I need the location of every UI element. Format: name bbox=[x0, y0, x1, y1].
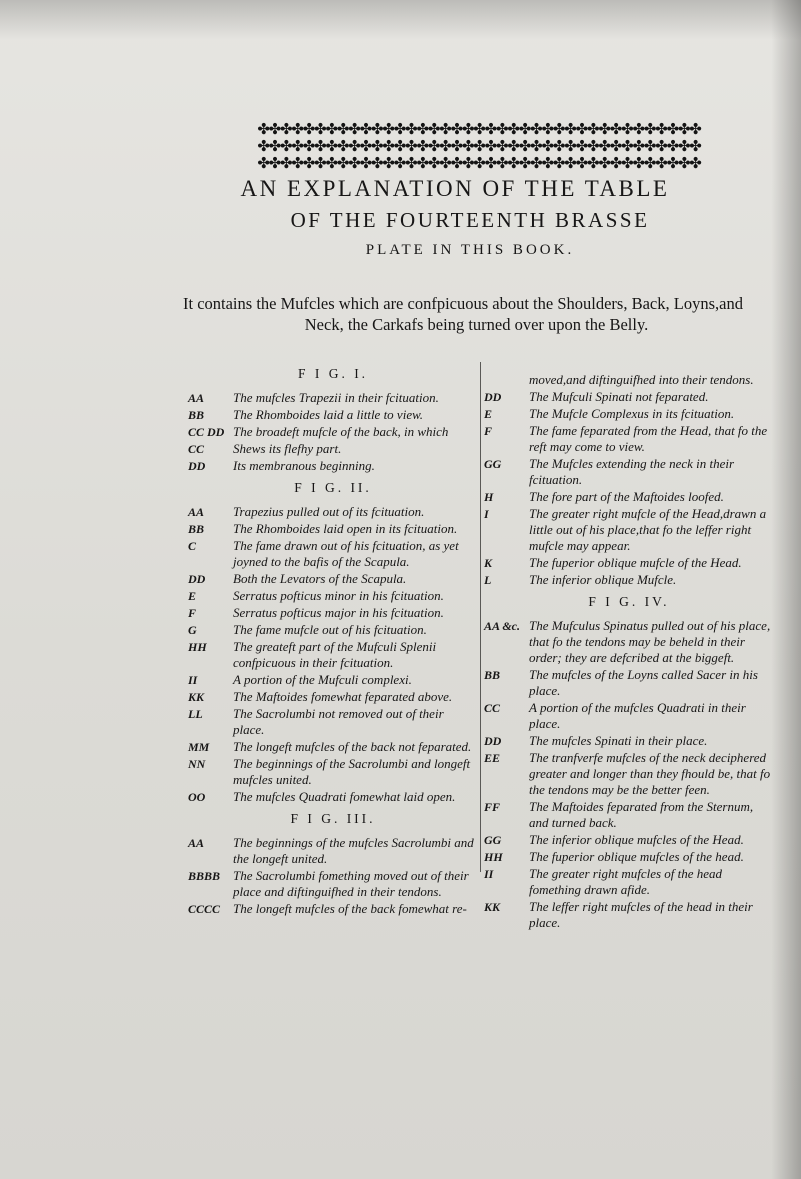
legend-text: The Rhomboides laid open in its fcituation. bbox=[233, 521, 458, 536]
legend-key: CC bbox=[188, 442, 205, 456]
page-title: AN EXPLANATION OF THE TABLE bbox=[240, 176, 670, 201]
figure-heading: F I G. I. bbox=[297, 366, 369, 381]
legend-text: The inferior oblique Mufcle. bbox=[529, 572, 677, 587]
legend-text: The broadeft mufcle of the back, in which bbox=[233, 424, 449, 439]
legend-text: The beginnings of the mufcles Sacrolumbi and the longeft united. bbox=[233, 835, 474, 866]
page-top-shadow bbox=[0, 0, 801, 40]
legend-key: NN bbox=[188, 757, 206, 771]
legend-entry bbox=[484, 372, 774, 388]
legend-text: The fame feparated from the Head, that fo the reft may come to view. bbox=[529, 423, 768, 454]
legend-text: The Mufculi Spinati not feparated. bbox=[529, 389, 709, 404]
legend-entry bbox=[188, 588, 478, 604]
legend-text: The longeft mufcles of the back fomewhat re- bbox=[233, 901, 467, 916]
intro-line: Neck, the Carkafs being turned over upon the Belly. bbox=[304, 315, 649, 334]
legend-text: The inferior oblique mufcles of the Head. bbox=[529, 832, 744, 847]
figure-heading: F I G. II. bbox=[294, 480, 372, 495]
figure-heading: F I G. III. bbox=[290, 811, 376, 826]
legend-key: E bbox=[484, 407, 493, 421]
legend-key: KK bbox=[484, 900, 501, 914]
ornament-row: ✤✤✤✤✤✤✤✤✤✤✤✤✤✤✤✤✤✤✤✤✤✤✤✤✤✤✤✤✤✤✤✤✤✤✤✤✤✤✤ bbox=[257, 154, 701, 172]
legend-entry bbox=[188, 789, 478, 805]
legend-entry bbox=[188, 424, 478, 440]
legend-entry bbox=[188, 458, 478, 474]
legend-text: The fuperior oblique mufcle of the Head. bbox=[529, 555, 742, 570]
legend-key: DD bbox=[188, 459, 206, 473]
legend-key: I bbox=[484, 507, 489, 521]
legend-entry bbox=[188, 835, 478, 867]
legend-text: The leffer right mufcles of the head in their place. bbox=[529, 899, 753, 930]
legend-key: AA bbox=[188, 836, 205, 850]
legend-entry bbox=[188, 901, 478, 917]
legend-key: OO bbox=[188, 790, 206, 804]
legend-text: The beginnings of the Sacrolumbi and longeft mufcles united. bbox=[233, 756, 471, 787]
legend-text: The fuperior oblique mufcles of the head. bbox=[529, 849, 744, 864]
legend-key: DD bbox=[484, 734, 502, 748]
legend-entry bbox=[188, 739, 478, 755]
legend-key: II bbox=[188, 673, 198, 687]
legend-text: The greateft part of the Mufculi Splenii confpicuous in their fcituation. bbox=[233, 639, 437, 670]
legend-entry bbox=[484, 750, 774, 798]
plate-caption: PLATE IN THIS BOOK. bbox=[365, 242, 575, 258]
legend-key: HH bbox=[484, 850, 503, 864]
legend-key: FF bbox=[484, 800, 501, 814]
legend-key: F bbox=[188, 606, 197, 620]
legend-text: A portion of the Mufculi complexi. bbox=[233, 672, 412, 687]
legend-entry bbox=[188, 639, 478, 671]
legend-text: The Mufcles extending the neck in their fcituation. bbox=[529, 456, 735, 487]
legend-entry bbox=[188, 538, 478, 570]
legend-key: MM bbox=[188, 740, 210, 754]
legend-entry bbox=[484, 506, 774, 554]
legend-entry bbox=[484, 667, 774, 699]
legend-entry bbox=[188, 521, 478, 537]
legend-entry bbox=[484, 832, 774, 848]
legend-key: CCCC bbox=[188, 902, 221, 916]
legend-entry bbox=[484, 406, 774, 422]
legend-entry bbox=[188, 672, 478, 688]
legend-text: The Mufcle Complexus in its fcituation. bbox=[529, 406, 735, 421]
legend-entry bbox=[484, 389, 774, 405]
legend-entry bbox=[484, 456, 774, 488]
legend-key: E bbox=[188, 589, 197, 603]
legend-text: A portion of the mufcles Quadrati in their place. bbox=[529, 700, 746, 731]
legend-text: The mufcles Quadrati fomewhat laid open. bbox=[233, 789, 456, 804]
legend-text: The mufcles Trapezii in their fcituation. bbox=[233, 390, 439, 405]
legend-key: II bbox=[484, 867, 494, 881]
legend-entry bbox=[188, 504, 478, 520]
legend-key: BB bbox=[188, 522, 205, 536]
legend-text: The fame mufcle out of his fcituation. bbox=[233, 622, 427, 637]
legend-text: The Rhomboides laid a little to view. bbox=[233, 407, 424, 422]
legend-key: GG bbox=[484, 833, 502, 847]
legend-key: L bbox=[484, 573, 492, 587]
legend-text: The greater right mufcle of the Head,drawn a little out of his place,that fo the leffer right mufcle may appear. bbox=[529, 506, 767, 553]
legend-entry bbox=[188, 689, 478, 705]
legend-key: AA bbox=[188, 391, 205, 405]
legend-text: Both the Levators of the Scapula. bbox=[233, 571, 407, 586]
legend-text: Shews its flefhy part. bbox=[233, 441, 342, 456]
ornament-row: ✤✤✤✤✤✤✤✤✤✤✤✤✤✤✤✤✤✤✤✤✤✤✤✤✤✤✤✤✤✤✤✤✤✤✤✤✤✤✤ bbox=[257, 137, 701, 155]
legend-entry bbox=[484, 489, 774, 505]
decorative-ornament-band bbox=[198, 121, 760, 172]
legend-entry bbox=[484, 899, 774, 931]
left-column bbox=[188, 360, 478, 918]
legend-text: The tranfverfe mufcles of the neck deciphered greater and longer than they fhould be, that fo the tendons may be the better feen. bbox=[529, 750, 771, 797]
legend-key: CC DD bbox=[188, 425, 225, 439]
legend-key: DD bbox=[188, 572, 206, 586]
column-divider bbox=[480, 362, 481, 872]
legend-entry bbox=[484, 555, 774, 571]
legend-text: Its membranous beginning. bbox=[233, 458, 375, 473]
legend-key: AA &c. bbox=[484, 619, 521, 633]
legend-text: The mufcles of the Loyns called Sacer in his place. bbox=[529, 667, 758, 698]
legend-key: DD bbox=[484, 390, 502, 404]
legend-entry bbox=[188, 571, 478, 587]
legend-key: AA bbox=[188, 505, 205, 519]
legend-text: The greater right mufcles of the head fomething drawn afide. bbox=[529, 866, 723, 897]
legend-entry bbox=[484, 849, 774, 865]
intro-line: It contains the Mufcles which are confpicuous about the Shoulders, Back, Loyns,and bbox=[183, 294, 743, 313]
legend-text: moved,and diftinguifhed into their tendons. bbox=[529, 372, 754, 387]
figure-heading: F I G. IV. bbox=[588, 594, 670, 609]
legend-key: H bbox=[484, 490, 494, 504]
legend-key: K bbox=[484, 556, 493, 570]
legend-key: C bbox=[188, 539, 197, 553]
legend-entry bbox=[188, 390, 478, 406]
page-edge-shadow bbox=[771, 0, 801, 1179]
legend-text: The fame drawn out of his fcituation, as yet joyned to the bafis of the Scapula. bbox=[233, 538, 459, 569]
legend-entry bbox=[484, 866, 774, 898]
right-column bbox=[484, 372, 774, 932]
legend-entry bbox=[188, 441, 478, 457]
legend-text: The mufcles Spinati in their place. bbox=[529, 733, 708, 748]
legend-entry bbox=[188, 407, 478, 423]
legend-text: The Mufculus Spinatus pulled out of his place, that fo the tendons may be beheld in their order; they are defcribed at the biggeft. bbox=[529, 618, 771, 665]
legend-text: The Maftoides fomewhat feparated above. bbox=[233, 689, 453, 704]
intro-paragraph bbox=[175, 293, 770, 335]
legend-text: The fore part of the Maftoides loofed. bbox=[529, 489, 724, 504]
legend-text: Serratus pofticus major in his fcituation. bbox=[233, 605, 444, 620]
legend-entry bbox=[188, 605, 478, 621]
legend-text: The Sacrolumbi fomething moved out of their place and diftinguifhed in their tendons. bbox=[233, 868, 469, 899]
legend-text: The Sacrolumbi not removed out of their place. bbox=[233, 706, 444, 737]
legend-entry bbox=[484, 799, 774, 831]
legend-entry bbox=[188, 622, 478, 638]
legend-entry bbox=[484, 572, 774, 588]
ornament-row: ✤✤✤✤✤✤✤✤✤✤✤✤✤✤✤✤✤✤✤✤✤✤✤✤✤✤✤✤✤✤✤✤✤✤✤✤✤✤✤ bbox=[257, 120, 701, 138]
legend-entry bbox=[484, 423, 774, 455]
legend-key: BB bbox=[484, 668, 501, 682]
legend-key: F bbox=[484, 424, 493, 438]
page-subtitle: OF THE FOURTEENTH BRASSE bbox=[290, 208, 650, 232]
legend-key: HH bbox=[188, 640, 207, 654]
legend-text: The Maftoides feparated from the Sternum, and turned back. bbox=[529, 799, 754, 830]
legend-key: GG bbox=[484, 457, 502, 471]
legend-entry bbox=[484, 733, 774, 749]
legend-entry bbox=[188, 706, 478, 738]
legend-text: Trapezius pulled out of its fcituation. bbox=[233, 504, 425, 519]
legend-entry bbox=[484, 618, 774, 666]
legend-key: G bbox=[188, 623, 197, 637]
legend-text: The longeft mufcles of the back not feparated. bbox=[233, 739, 472, 754]
legend-text: Serratus pofticus minor in his fcituation. bbox=[233, 588, 444, 603]
legend-entry bbox=[484, 700, 774, 732]
legend-entry bbox=[188, 868, 478, 900]
legend-key: CC bbox=[484, 701, 501, 715]
legend-key: KK bbox=[188, 690, 205, 704]
legend-key: BBBB bbox=[188, 869, 221, 883]
legend-key: BB bbox=[188, 408, 205, 422]
legend-key: LL bbox=[188, 707, 203, 721]
legend-entry bbox=[188, 756, 478, 788]
legend-key: EE bbox=[484, 751, 501, 765]
